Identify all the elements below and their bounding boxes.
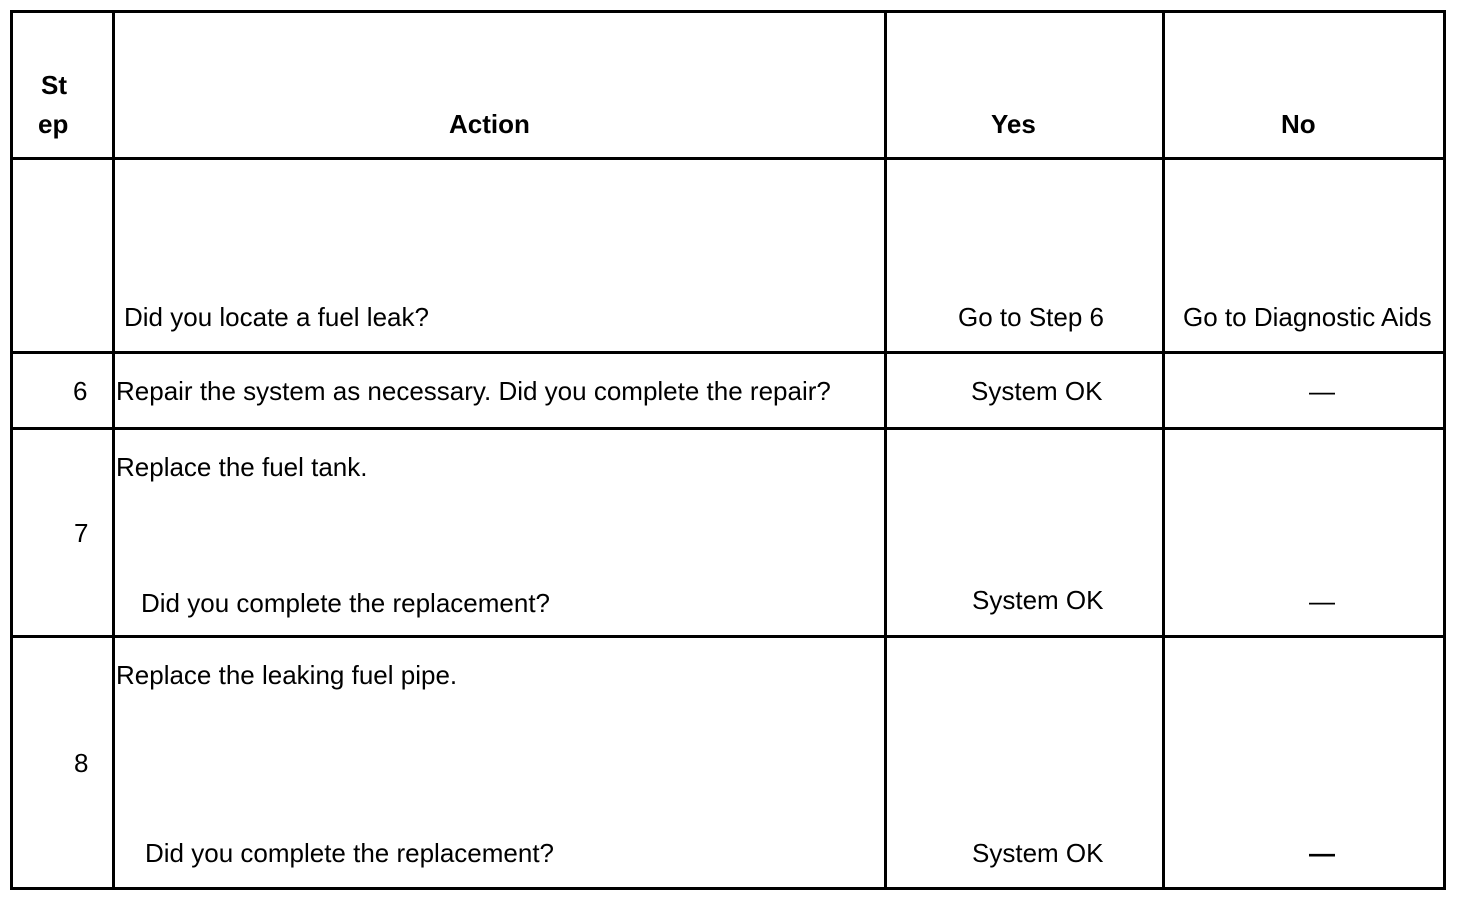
diagnostic-table (10, 10, 1446, 890)
row-7-action-instruction: Replace the fuel tank. (116, 452, 368, 482)
row-7-no: — (1309, 586, 1335, 616)
row-6-step: 6 (73, 376, 88, 406)
column-divider (112, 10, 115, 890)
row-6-no: — (1309, 376, 1335, 406)
header-no: No (1281, 109, 1316, 139)
row-6-action: Repair the system as necessary. Did you complete the repair? (116, 376, 831, 406)
row-8-action-instruction: Replace the leaking fuel pipe. (116, 660, 458, 690)
row-divider (10, 635, 1446, 638)
row-leak-no-cell (1165, 302, 1444, 334)
header-step-line1: St (41, 70, 67, 100)
column-divider (884, 10, 887, 890)
row-divider (10, 157, 1446, 160)
row-7-action-question: Did you complete the replacement? (141, 588, 551, 618)
row-8-step: 8 (74, 748, 89, 778)
header-step-line2: ep (38, 109, 69, 139)
row-leak-yes: Go to Step 6 (958, 302, 1104, 332)
row-7-yes: System OK (972, 585, 1104, 615)
row-divider (10, 427, 1446, 430)
header-action: Action (449, 109, 530, 139)
row-leak-action-question: Did you locate a fuel leak? (124, 302, 429, 332)
row-leak-no: Go to Diagnostic Aids (1183, 302, 1432, 332)
row-divider (10, 351, 1446, 354)
header-yes: Yes (991, 109, 1036, 139)
row-8-no: — (1309, 838, 1335, 868)
row-6-yes: System OK (971, 376, 1103, 406)
column-divider (1162, 10, 1165, 890)
row-8-yes: System OK (972, 838, 1104, 868)
row-7-step: 7 (74, 518, 89, 548)
row-8-action-question: Did you complete the replacement? (145, 838, 555, 868)
